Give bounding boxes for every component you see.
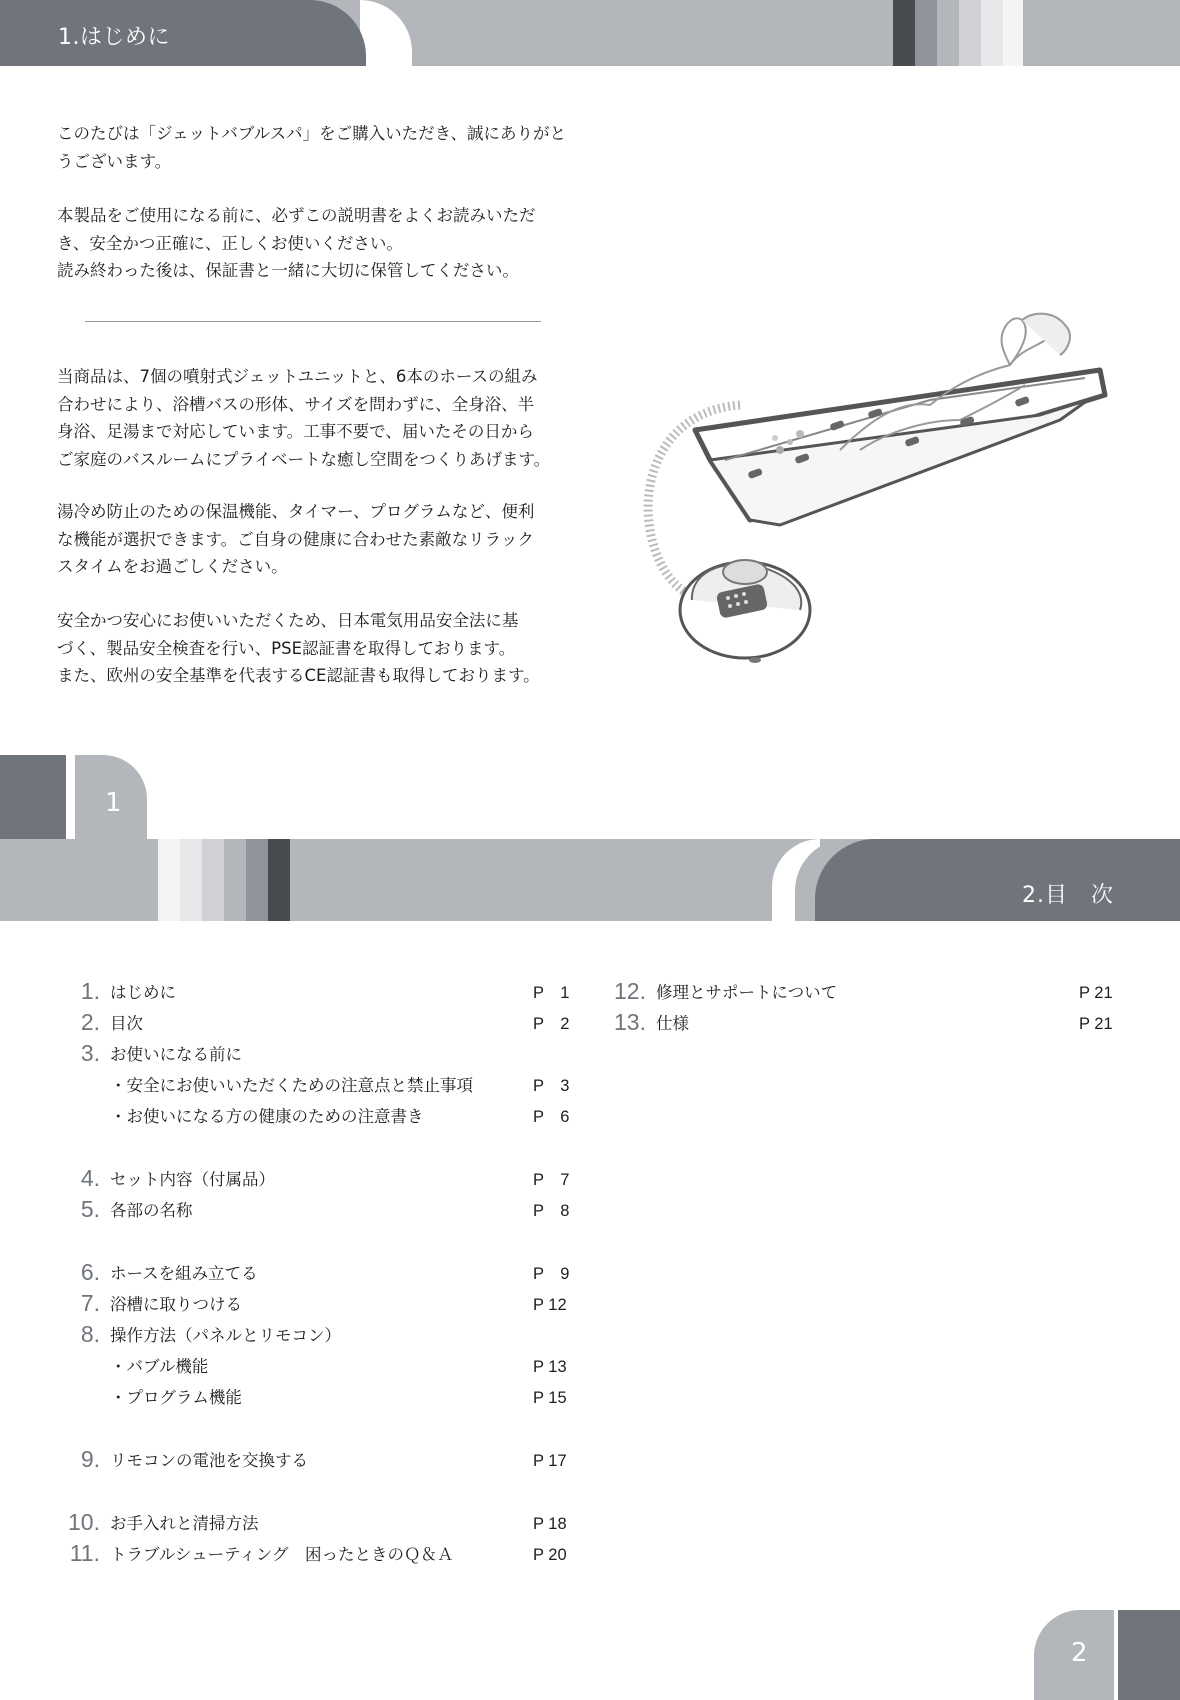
toc-page: P 12 — [533, 1296, 567, 1314]
toc-entry[interactable] — [546, 974, 1113, 1005]
toc-page: P 18 — [533, 1515, 567, 1533]
toc-number: 12. — [614, 978, 646, 1004]
toc-page: P 17 — [533, 1452, 567, 1470]
body-paragraph: 湯冷め防止のための保温機能、タイマー、プログラムなど、便利 な機能が選択できます。ご自身の健康に合わせた素敵なリラック スタイムをお過ごしください。 — [57, 502, 535, 576]
toc-entry[interactable] — [0, 1036, 530, 1067]
toc-subentry[interactable] — [0, 1348, 567, 1379]
toc-title: ・安全にお使いいただくための注意点と禁止事項 — [110, 1076, 473, 1095]
toc-number: 5. — [80, 1196, 100, 1222]
toc-number: 10. — [68, 1509, 100, 1535]
toc-subentry[interactable] — [0, 1098, 570, 1129]
header-stripe — [224, 839, 246, 921]
header-stripe — [202, 839, 224, 921]
toc-title: お手入れと清掃方法 — [110, 1514, 259, 1533]
toc-page: P 21 — [1079, 984, 1113, 1002]
intro-paragraph: 本製品をご使用になる前に、必ずこの説明書をよくお読みいただ き、安全かつ正確に、正しくお使いください。 読み終わった後は、保証書と一緒に大切に保管してください。 — [57, 206, 536, 280]
toc-title: トラブルシューティング 困ったときのＱ＆Ａ — [110, 1545, 454, 1564]
toc-entry[interactable] — [0, 1286, 567, 1317]
toc-number: 13. — [614, 1009, 646, 1035]
toc-title: セット内容（付属品） — [110, 1170, 275, 1189]
toc-title: ・プログラム機能 — [110, 1388, 242, 1407]
header-stripe — [1003, 0, 1023, 66]
toc-entry[interactable] — [0, 1161, 570, 1192]
page2-title: 2.目 次 — [1022, 883, 1114, 908]
header-stripe — [915, 0, 937, 66]
toc-page: P 13 — [533, 1358, 567, 1376]
toc-page: P 7 — [533, 1171, 570, 1189]
toc-page: P 6 — [533, 1108, 570, 1126]
toc-entry[interactable] — [0, 1255, 570, 1286]
toc-page: P 15 — [533, 1389, 567, 1407]
toc-title: 各部の名称 — [110, 1201, 193, 1220]
header-stripe — [268, 839, 290, 921]
toc-number: 8. — [80, 1321, 100, 1347]
toc-page: P 21 — [1079, 1015, 1113, 1033]
toc-entry[interactable] — [546, 1005, 1113, 1036]
toc-entry[interactable] — [0, 1442, 567, 1473]
toc-title: ・お使いになる方の健康のための注意書き — [110, 1107, 424, 1126]
body-paragraph: 当商品は、7個の噴射式ジェットユニットと、6本のホースの組み 合わせにより、浴槽バスの形体、サイズを問わずに、全身浴、半 身浴、足湯まで対応しています。工事不要で、届いたその日から ご家庭のバスルームにプライベートな癒し空間をつくりあげます。 — [57, 367, 551, 469]
toc-entry[interactable] — [0, 1317, 530, 1348]
toc-number: 2. — [80, 1009, 100, 1035]
toc-title: お使いになる前に — [110, 1045, 242, 1064]
header-stripe — [158, 839, 180, 921]
toc-page: P 2 — [533, 1015, 570, 1033]
page2-footer-block — [1118, 1610, 1180, 1700]
toc-title: 操作方法（パネルとリモコン） — [110, 1326, 341, 1345]
toc-page: P 3 — [533, 1077, 570, 1095]
toc-number: 9. — [80, 1446, 100, 1472]
body-paragraph: 安全かつ安心にお使いいただくため、日本電気用品安全法に基 づく、製品安全検査を行い、PSE認証書を取得しております。 また、欧州の安全基準を代表するCE認証書も取得しております。 — [57, 611, 540, 685]
toc-page: P 1 — [533, 984, 570, 1002]
toc-subentry[interactable] — [0, 1067, 570, 1098]
toc-entry[interactable] — [0, 1536, 567, 1567]
toc-subentry[interactable] — [0, 1379, 567, 1410]
toc-page: P 8 — [533, 1202, 570, 1220]
page1-title: 1.はじめに — [58, 25, 170, 50]
page1-header-tab — [0, 0, 366, 66]
toc-number: 3. — [80, 1040, 100, 1066]
toc-entry[interactable] — [0, 1005, 570, 1036]
toc-title: 目次 — [110, 1014, 143, 1033]
toc-number: 4. — [80, 1165, 100, 1191]
header-stripe — [981, 0, 1003, 66]
toc-entry[interactable] — [0, 1505, 567, 1536]
header-stripe — [959, 0, 981, 66]
header-stripe — [893, 0, 915, 66]
toc-title: ・バブル機能 — [110, 1357, 209, 1376]
page-number: 2 — [1071, 1638, 1088, 1668]
header-stripe — [246, 839, 268, 921]
bathtub-spa-illustration — [630, 310, 1130, 690]
toc-title: 修理とサポートについて — [656, 983, 838, 1002]
header-stripe — [180, 839, 202, 921]
toc-title: 浴槽に取りつける — [110, 1295, 242, 1314]
toc-number: 11. — [69, 1540, 100, 1566]
toc-title: はじめに — [110, 983, 176, 1002]
page-number: 1 — [105, 788, 122, 818]
page1-footer-block — [0, 755, 66, 839]
toc-title: リモコンの電池を交換する — [110, 1451, 308, 1470]
toc-number: 6. — [80, 1259, 100, 1285]
toc-entry[interactable] — [0, 974, 570, 1005]
toc-page: P 20 — [533, 1546, 567, 1564]
toc-title: ホースを組み立てる — [110, 1264, 258, 1283]
toc-page: P 9 — [533, 1265, 570, 1283]
intro-paragraph: このたびは「ジェットバブルスパ」をご購入いただき、誠にありがと うございます。 — [57, 124, 567, 171]
toc-number: 1. — [80, 978, 100, 1004]
page2-header-tab — [815, 839, 1180, 921]
header-stripe — [937, 0, 959, 66]
toc-number: 7. — [80, 1290, 100, 1316]
toc-title: 仕様 — [656, 1014, 689, 1033]
toc-entry[interactable] — [0, 1192, 570, 1223]
section-divider — [85, 321, 541, 322]
